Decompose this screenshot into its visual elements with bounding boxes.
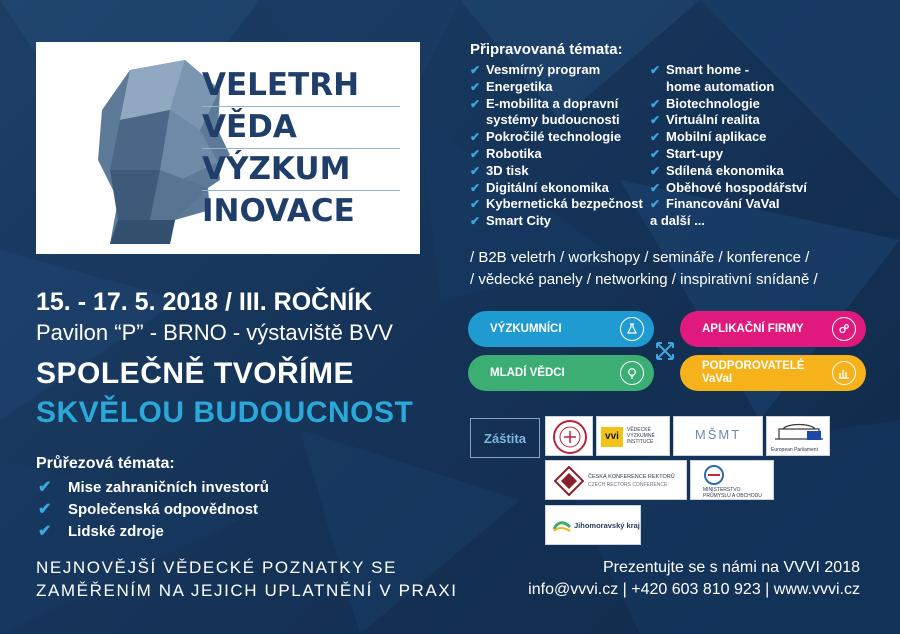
check-icon: ✔: [650, 197, 661, 212]
european-parliament-logo: [766, 416, 830, 456]
audience-researchers: [468, 311, 654, 347]
cross-topics-title: Průřezová témata:: [36, 455, 175, 472]
vvi-logo: [596, 416, 670, 456]
lightbulb-icon: [620, 361, 644, 385]
list-item: ✔ Start-upy: [650, 145, 724, 161]
pill-label: PODPOROVATELÉ VaVaI: [702, 360, 805, 385]
check-icon: ✔: [650, 96, 661, 111]
list-item: ✔ Sdílená ekonomika: [650, 162, 784, 178]
vvi-mark: vvi: [601, 427, 623, 447]
topics-column-2: [650, 62, 807, 230]
list-item: ✔ Společenská odpovědnost: [38, 500, 259, 518]
list-item: ✔ Vesmírný program: [470, 62, 601, 77]
bar-chart-icon: [832, 361, 856, 385]
logo-word-1: VELETRH: [202, 67, 360, 103]
patronage-label: Záštita: [470, 418, 540, 458]
check-icon: ✔: [38, 479, 52, 496]
ckr-title: ČESKÁ KONFERENCE REKTORŮ: [588, 474, 675, 480]
list-item: ✔ Oběhové hospodářství: [650, 179, 807, 195]
list-item: ✔ Biotechnologie: [650, 95, 760, 111]
list-item: ✔ Robotika: [470, 145, 542, 161]
logo-divider: [202, 106, 400, 107]
ep-caption: European Parliament: [771, 447, 818, 453]
list-item: ✔ Mobilní aplikace: [650, 129, 767, 145]
university-seal-logo: [545, 416, 593, 456]
check-icon: ✔: [470, 96, 481, 111]
list-item: ✔ Kybernetická bezpečnost: [470, 196, 643, 212]
check-icon: ✔: [650, 163, 661, 178]
jmk-name: Jihomoravský kraj: [574, 521, 640, 530]
logo-divider: [202, 148, 400, 149]
event-formats: / B2B veletrh / workshopy / semináře / konference / / vědecké panely / networking / inspirativní snídaně /: [470, 249, 818, 288]
mpo-logo: [690, 460, 774, 500]
bottom-note: NEJNOVĚJŠÍ VĚDECKÉ POZNATKY SE ZAMĚŘENÍM NA JEJICH UPLATNĚNÍ V PRAXI: [36, 558, 458, 600]
check-icon: ✔: [470, 214, 481, 229]
check-icon: ✔: [38, 523, 52, 540]
contact-details: info@vvvi.cz | +420 603 810 923 | www.vvvi.cz: [528, 581, 860, 598]
list-item: ✔ Financování VaVaI: [650, 196, 780, 212]
topics-title: Připravovaná témata:: [470, 41, 623, 58]
mpo-subtitle: PRŮMYSLU A OBCHODU: [703, 493, 762, 499]
check-icon: ✔: [470, 146, 481, 161]
ckr-logo: [545, 460, 687, 500]
contact-tagline: Prezentujte se s námi na VVVI 2018: [602, 559, 860, 576]
check-icon: ✔: [650, 146, 661, 161]
check-icon: ✔: [650, 113, 661, 128]
event-logo: [36, 42, 420, 254]
list-item: home automation: [666, 78, 775, 94]
expand-arrows-icon: [654, 340, 676, 362]
pill-label: MLADÍ VĚDCI: [490, 366, 565, 379]
mpo-title: MINISTERSTVO: [703, 487, 741, 493]
gears-icon: [832, 317, 856, 341]
pill-label: VÝZKUMNÍCI: [490, 322, 562, 335]
pill-label: APLIKAČNÍ FIRMY: [702, 322, 804, 335]
list-item: ✔ 3D tisk: [470, 162, 529, 178]
vvi-subtitle: VĚDECKÉ VÝZKUMNÉ INSTITUCE: [627, 427, 655, 445]
check-icon: ✔: [650, 63, 661, 77]
ckr-subtitle: CZECH RECTORS CONFERENCE: [588, 482, 668, 488]
check-icon: ✔: [470, 130, 481, 145]
logo-divider: [202, 190, 400, 191]
list-item: a další ...: [650, 213, 705, 229]
check-icon: ✔: [470, 180, 481, 195]
list-item: ✔ Lidské zdroje: [38, 522, 164, 540]
list-item: systémy budoucnosti: [486, 112, 620, 128]
logo-word-2: VĚDA: [202, 109, 297, 145]
event-date: 15. - 17. 5. 2018 / III. ROČNÍK: [36, 288, 373, 316]
audience-young-scientists: [468, 355, 654, 391]
check-icon: ✔: [470, 63, 481, 77]
list-item: ✔ Smart City: [470, 213, 552, 229]
check-icon: ✔: [470, 197, 481, 212]
check-icon: ✔: [38, 501, 52, 518]
msmt-logo: [673, 416, 763, 456]
list-item: ✔ Digitální ekonomika: [470, 179, 609, 195]
list-item: ✔ Smart home -: [650, 62, 750, 77]
audience-supporters: [680, 355, 866, 391]
list-item: ✔ E-mobilita a dopravní: [470, 95, 619, 111]
list-item: ✔ Energetika: [470, 78, 553, 94]
event-venue: Pavilon “P” - BRNO - výstaviště BVV: [36, 320, 393, 345]
check-icon: ✔: [470, 79, 481, 94]
logo-word-3: VÝZKUM: [202, 151, 351, 187]
cross-topics-list: [38, 476, 269, 542]
list-item: ✔ Mise zahraničních investorů: [38, 478, 269, 496]
flask-icon: [620, 317, 644, 341]
slogan-line-2: SKVĚLOU BUDOUCNOST: [36, 396, 414, 429]
check-icon: ✔: [470, 163, 481, 178]
check-icon: ✔: [650, 130, 661, 145]
list-item: ✔ Virtuální realita: [650, 112, 760, 128]
check-icon: ✔: [650, 180, 661, 195]
topics-column-1: [470, 62, 643, 230]
logo-word-4: INOVACE: [202, 193, 355, 229]
jmk-logo: [545, 505, 641, 545]
msmt-wordmark: MŠMT: [694, 427, 742, 442]
list-item: ✔ Pokročilé technologie: [470, 129, 622, 145]
slogan-line-1: SPOLEČNĚ TVOŘÍME: [36, 357, 355, 390]
audience-companies: [680, 311, 866, 347]
